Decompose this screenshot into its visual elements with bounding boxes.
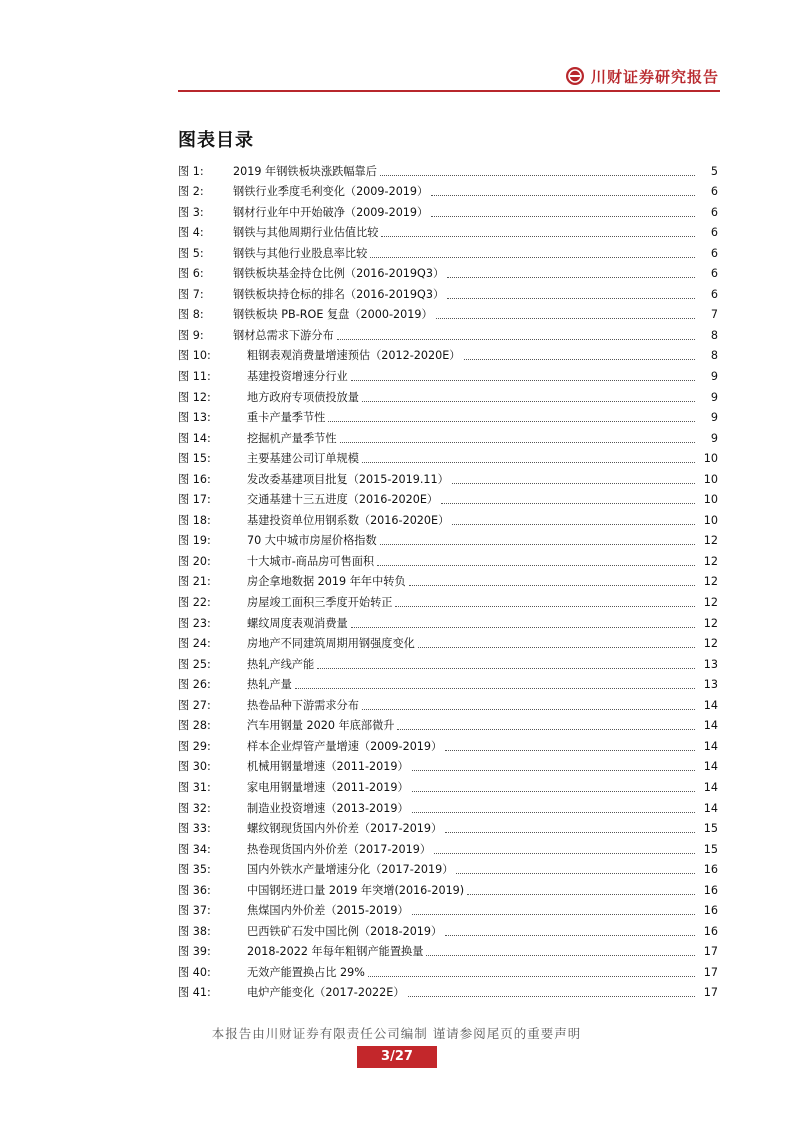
dot-leader [431,195,695,196]
page-number[interactable]: 6 [710,226,718,240]
toc-entry[interactable] [178,898,718,919]
figure-number: 图 2: [178,185,204,199]
page-number[interactable]: 13 [703,657,718,671]
figure-title[interactable]: 热卷现货国内外价差（2017-2019） [247,842,432,856]
brand-name: 川财证券研究报告 [590,67,719,86]
toc-entry[interactable] [178,548,718,569]
figure-number: 图 4: [178,226,204,240]
header-divider [178,90,720,92]
toc-entry[interactable] [178,507,718,528]
figure-number: 图 12: [178,390,211,404]
figure-number: 图 21: [178,575,211,589]
dot-leader [445,750,695,751]
dot-leader [395,606,695,607]
figure-title[interactable]: 钢铁板块 PB-ROE 复盘（2000-2019） [233,308,433,322]
figure-title[interactable]: 样本企业焊管产量增速（2009-2019） [247,739,443,753]
figure-title[interactable]: 重卡产量季节性 [247,411,326,425]
figure-title[interactable]: 交通基建十三五进度（2016-2020E） [247,493,439,507]
figure-title[interactable]: 十大城市-商品房可售面积 [247,554,375,568]
figure-number: 图 16: [178,472,211,486]
toc-entry[interactable] [178,610,718,631]
dot-leader [317,668,695,669]
dot-leader [380,175,695,176]
page-number[interactable]: 10 [703,472,718,486]
dot-leader [445,832,695,833]
page-number[interactable]: 12 [703,575,718,589]
figure-title[interactable]: 中国钢坯进口量 2019 年突增(2016-2019) [247,883,465,897]
figure-title[interactable]: 电炉产能变化（2017-2022E） [247,986,405,1000]
figure-title[interactable]: 主要基建公司订单规模 [247,452,359,466]
page-number[interactable]: 9 [710,411,718,425]
toc-entry[interactable] [178,343,718,364]
toc-entry[interactable] [178,528,718,549]
page-number[interactable]: 10 [703,493,718,507]
dot-leader [351,627,695,628]
figure-title[interactable]: 房地产不同建筑周期用钢强度变化 [247,637,415,651]
page-number[interactable]: 14 [703,780,718,794]
figure-number: 图 10: [178,349,211,363]
dot-leader [377,565,695,566]
toc-entry[interactable] [178,754,718,775]
figure-number: 图 14: [178,431,211,445]
toc-entry[interactable] [178,302,718,323]
toc-entry[interactable] [178,487,718,508]
figure-number: 图 8: [178,308,204,322]
page-number[interactable]: 12 [703,596,718,610]
figure-number: 图 3: [178,205,204,219]
dot-leader [452,483,695,484]
dot-leader [418,647,695,648]
figure-title[interactable]: 钢铁行业季度毛利变化（2009-2019） [233,185,429,199]
figure-number: 图 25: [178,657,211,671]
figure-title[interactable]: 汽车用钢量 2020 年底部微升 [247,719,395,733]
toc-entry[interactable] [178,692,718,713]
page-number[interactable]: 10 [703,513,718,527]
page-number[interactable]: 5 [710,164,718,178]
page-number[interactable]: 8 [710,328,718,342]
toc-entry[interactable] [178,651,718,672]
figure-title[interactable]: 房屋竣工面积三季度开始转正 [247,596,393,610]
figure-title[interactable]: 机械用钢量增速（2011-2019） [247,760,409,774]
page-number[interactable]: 17 [703,945,718,959]
page-number[interactable]: 15 [703,842,718,856]
figure-number: 图 18: [178,513,211,527]
figure-number: 图 29: [178,739,211,753]
page-header [0,0,793,100]
page-number[interactable]: 7 [710,308,718,322]
dot-leader [445,935,695,936]
toc-entry[interactable] [178,631,718,652]
figure-title[interactable]: 热轧产线产能 [247,657,315,671]
toc-entry[interactable] [178,918,718,939]
toc-entry[interactable] [178,672,718,693]
figure-number: 图 17: [178,493,211,507]
toc-entry[interactable] [178,836,718,857]
toc-entry[interactable] [178,980,718,1001]
figure-title[interactable]: 制造业投资增速（2013-2019） [247,801,409,815]
figure-number: 图 37: [178,904,211,918]
dot-leader [464,359,696,360]
page-number[interactable]: 6 [710,287,718,301]
page-number[interactable]: 9 [710,370,718,384]
dot-leader [370,257,695,258]
figure-number: 图 30: [178,760,211,774]
figure-title[interactable]: 发改委基建项目批复（2015-2019.11） [247,472,449,486]
page-number[interactable]: 17 [703,965,718,979]
dot-leader [434,853,695,854]
page-number[interactable]: 13 [703,678,718,692]
dot-leader [397,729,695,730]
figure-number: 图 5: [178,246,204,260]
page-number[interactable]: 9 [710,431,718,445]
toc-entry[interactable] [178,322,718,343]
dot-leader [351,380,695,381]
figure-number: 图 38: [178,924,211,938]
page-number[interactable]: 12 [703,554,718,568]
figure-title[interactable]: 钢铁板块基金持仓比例（2016-2019Q3） [233,267,445,281]
toc-entry[interactable] [178,446,718,467]
figure-number: 图 13: [178,411,211,425]
toc-title: 图表目录 [178,130,254,151]
dot-leader [362,401,695,402]
toc-entry[interactable] [178,713,718,734]
toc-entry[interactable] [178,240,718,261]
dot-leader [412,791,695,792]
page-number[interactable]: 16 [703,904,718,918]
figure-number: 图 7: [178,287,204,301]
dot-leader [426,955,695,956]
figure-number: 图 23: [178,616,211,630]
dot-leader [368,976,695,977]
figure-number: 图 39: [178,945,211,959]
dot-leader [362,709,695,710]
figure-number: 图 15: [178,452,211,466]
page-number[interactable]: 6 [710,246,718,260]
figure-number: 图 35: [178,863,211,877]
page-number[interactable]: 6 [710,205,718,219]
figure-title[interactable]: 焦煤国内外价差（2015-2019） [247,904,409,918]
dot-leader [441,503,695,504]
toc-entry[interactable] [178,857,718,878]
dot-leader [452,524,695,525]
page-number[interactable]: 14 [703,719,718,733]
dot-leader [447,277,695,278]
page-number[interactable]: 9 [710,390,718,404]
figure-title[interactable]: 巴西铁矿石发中国比例（2018-2019） [247,924,443,938]
figure-number: 图 41: [178,986,211,1000]
figure-title[interactable]: 房企拿地数据 2019 年年中转负 [247,575,406,589]
figure-number: 图 1: [178,164,204,178]
dot-leader [412,770,695,771]
dot-leader [340,442,695,443]
dot-leader [362,462,695,463]
figure-title[interactable]: 粗钢表观消费量增速预估（2012-2020E） [247,349,461,363]
dot-leader [456,873,695,874]
figure-number: 图 27: [178,698,211,712]
figure-number: 图 31: [178,780,211,794]
figure-number: 图 28: [178,719,211,733]
figure-title[interactable]: 钢材总需求下游分布 [233,328,334,342]
figure-title[interactable]: 家电用钢量增速（2011-2019） [247,780,409,794]
figure-number: 图 11: [178,370,211,384]
toc-entry[interactable] [178,363,718,384]
page-number[interactable]: 16 [703,924,718,938]
toc-entry[interactable] [178,261,718,282]
page-number[interactable]: 6 [710,185,718,199]
page-number[interactable]: 12 [703,616,718,630]
footer-disclaimer: 本报告由川财证券有限责任公司编制 谨请参阅尾页的重要声明 [211,1026,582,1041]
page-number[interactable]: 14 [703,760,718,774]
page-number[interactable]: 10 [703,452,718,466]
toc-entry[interactable] [178,405,718,426]
dot-leader [408,996,695,997]
figure-title[interactable]: 钢材行业年中开始破净（2009-2019） [233,205,429,219]
page-number-badge: 3/27 [357,1046,437,1068]
figure-number: 图 33: [178,822,211,836]
figure-number: 图 34: [178,842,211,856]
dot-leader [337,339,695,340]
figure-title[interactable]: 70 大中城市房屋价格指数 [247,534,377,548]
figure-title[interactable]: 螺纹钢现货国内外价差（2017-2019） [247,822,443,836]
dot-leader [431,216,695,217]
figure-number: 图 26: [178,678,211,692]
figure-number: 图 19: [178,534,211,548]
toc-entry[interactable] [178,816,718,837]
toc-entry[interactable] [178,877,718,898]
figure-title[interactable]: 2019 年钢铁板块涨跌幅靠后 [233,164,377,178]
page-number[interactable]: 15 [703,822,718,836]
page-number[interactable]: 6 [710,267,718,281]
figure-number: 图 20: [178,554,211,568]
toc-entry[interactable] [178,384,718,405]
page-number[interactable]: 14 [703,739,718,753]
figure-title[interactable]: 国内外铁水产量增速分化（2017-2019） [247,863,454,877]
dot-leader [467,894,695,895]
figure-toc-list [178,158,718,1000]
dot-leader [381,236,695,237]
figure-number: 图 22: [178,596,211,610]
page-number[interactable]: 17 [703,986,718,1000]
figure-title[interactable]: 钢铁与其他行业股息率比较 [233,246,368,260]
toc-entry[interactable] [178,774,718,795]
figure-number: 图 9: [178,328,204,342]
page-number[interactable]: 14 [703,698,718,712]
figure-title[interactable]: 基建投资单位用钢系数（2016-2020E） [247,513,450,527]
figure-title[interactable]: 地方政府专项债投放量 [247,390,359,404]
figure-number: 图 6: [178,267,204,281]
figure-title[interactable]: 钢铁板块持仓标的排名（2016-2019Q3） [233,287,445,301]
dot-leader [328,421,695,422]
page-number[interactable]: 16 [703,863,718,877]
figure-title[interactable]: 无效产能置换占比 29% [247,965,365,979]
toc-entry[interactable] [178,959,718,980]
page-number[interactable]: 12 [703,534,718,548]
figure-number: 图 36: [178,883,211,897]
dot-leader [447,298,695,299]
page-number[interactable]: 16 [703,883,718,897]
brand [565,64,719,88]
toc-entry[interactable] [178,466,718,487]
toc-entry[interactable] [178,179,718,200]
chuancai-logo-icon [565,66,585,86]
toc-entry[interactable] [178,199,718,220]
dot-leader [412,914,695,915]
toc-entry[interactable] [178,569,718,590]
figure-title[interactable]: 钢铁与其他周期行业估值比较 [233,226,379,240]
figure-title[interactable]: 螺纹周度表观消费量 [247,616,348,630]
figure-title[interactable]: 基建投资增速分行业 [247,370,348,384]
page-number[interactable]: 8 [710,349,718,363]
figure-title[interactable]: 热卷品种下游需求分布 [247,698,359,712]
toc-entry[interactable] [178,939,718,960]
toc-entry[interactable] [178,425,718,446]
figure-title[interactable]: 热轧产量 [247,678,292,692]
figure-number: 图 24: [178,637,211,651]
page-number[interactable]: 12 [703,637,718,651]
toc-entry[interactable] [178,281,718,302]
toc-entry[interactable] [178,220,718,241]
page-number[interactable]: 14 [703,801,718,815]
dot-leader [412,812,695,813]
dot-leader [380,544,695,545]
figure-number: 图 32: [178,801,211,815]
figure-number: 图 40: [178,965,211,979]
dot-leader [409,585,695,586]
toc-entry[interactable] [178,589,718,610]
dot-leader [436,318,695,319]
toc-entry[interactable] [178,795,718,816]
figure-title[interactable]: 挖掘机产量季节性 [247,431,337,445]
dot-leader [295,688,695,689]
figure-title[interactable]: 2018-2022 年每年粗钢产能置换量 [247,945,424,959]
toc-entry[interactable] [178,733,718,754]
toc-entry[interactable] [178,158,718,179]
